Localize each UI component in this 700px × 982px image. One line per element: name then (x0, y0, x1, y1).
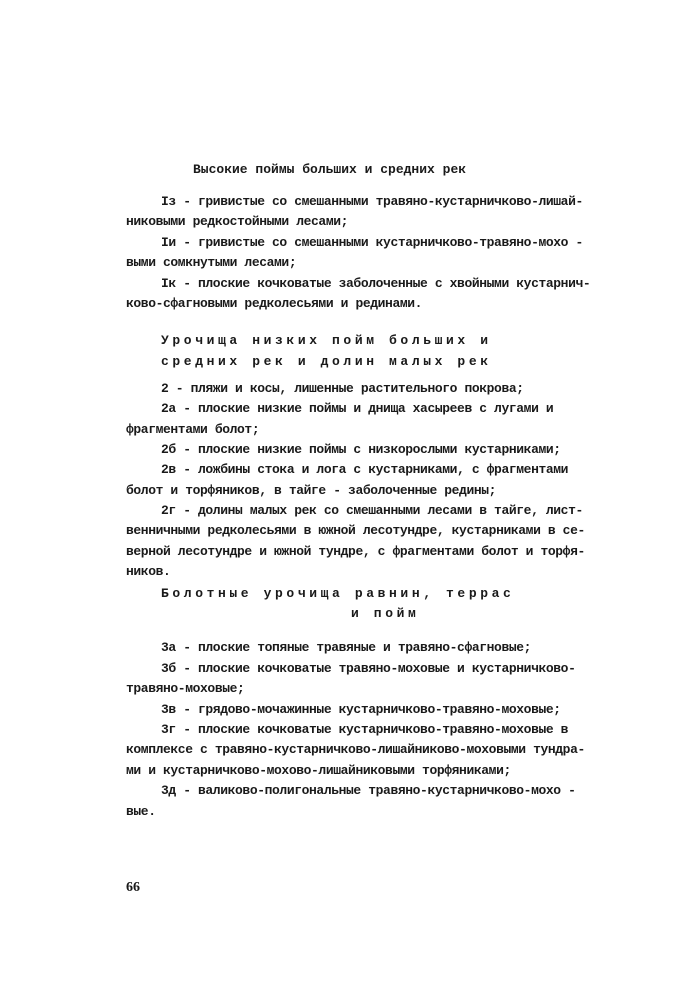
section-2-line: фрагментами болот; (126, 422, 260, 437)
section-2-line: 2б - плоские низкие поймы с низкорослыми кустарниками; (161, 442, 561, 457)
section-3-line: ми и кустарничково-мохово-лишайниковыми торфяниками; (126, 763, 511, 778)
section-1-line: выми сомкнутыми лесами; (126, 255, 297, 270)
section-1-line: Iз - гривистые со смешанными травяно-кустарничково-лишай- (161, 194, 583, 209)
section-2-line: 2в - ложбины стока и лога с кустарниками, с фрагментами (161, 462, 569, 477)
section-1-heading: Высокие поймы больших и средних рек (193, 162, 467, 177)
section-1-line: ково-сфагновыми редколесьями и рединами. (126, 296, 423, 311)
section-2-heading: средних рек и долин малых рек (161, 354, 492, 369)
section-2-line: верной лесотундре и южной тундре, с фрагментами болот и торфя- (126, 544, 585, 559)
section-3-heading: и пойм (351, 606, 420, 621)
section-3-line: вые. (126, 804, 156, 819)
section-2-line: венничными редколесьями в южной лесотундре, кустарниками в се- (126, 523, 585, 538)
section-2-line: 2а - плоские низкие поймы и днища хасыреев с лугами и (161, 401, 554, 416)
section-2-line: 2г - долины малых рек со смешанными лесами в тайге, лист- (161, 503, 583, 518)
section-2-line: 2 - пляжи и косы, лишенные растительного покрова; (161, 381, 524, 396)
section-3-heading: Болотные урочища равнин, террас (161, 586, 515, 601)
section-1-line: никовыми редкостойными лесами; (126, 214, 349, 229)
section-1-line: Iи - гривистые со смешанными кустарничково-травяно-мохо - (161, 235, 583, 250)
section-3-line: 3а - плоские топяные травяные и травяно-сфагновые; (161, 640, 532, 655)
section-2-line: болот и торфяников, в тайге - заболоченные редины; (126, 483, 497, 498)
section-3-line: 3б - плоские кочковатые травяно-моховые и кустарничково- (161, 661, 576, 676)
section-2-heading: Урочища низких пойм больших и (161, 333, 492, 348)
section-2-line: ников. (126, 564, 171, 579)
section-3-line: 3д - валиково-полигональные травяно-кустарничково-мохо - (161, 783, 576, 798)
page-number: 66 (126, 880, 140, 895)
section-3-line: травяно-моховые; (126, 681, 245, 696)
section-1-line: Iк - плоские кочковатые заболоченные с хвойными кустарнич- (161, 276, 591, 291)
section-3-line: 3в - грядово-мочажинные кустарничково-травяно-моховые; (161, 702, 561, 717)
section-3-line: комплексе с травяно-кустарничково-лишайниково-моховыми тундра- (126, 742, 585, 757)
section-3-line: 3г - плоские кочковатые кустарничково-травяно-моховые в (161, 722, 569, 737)
